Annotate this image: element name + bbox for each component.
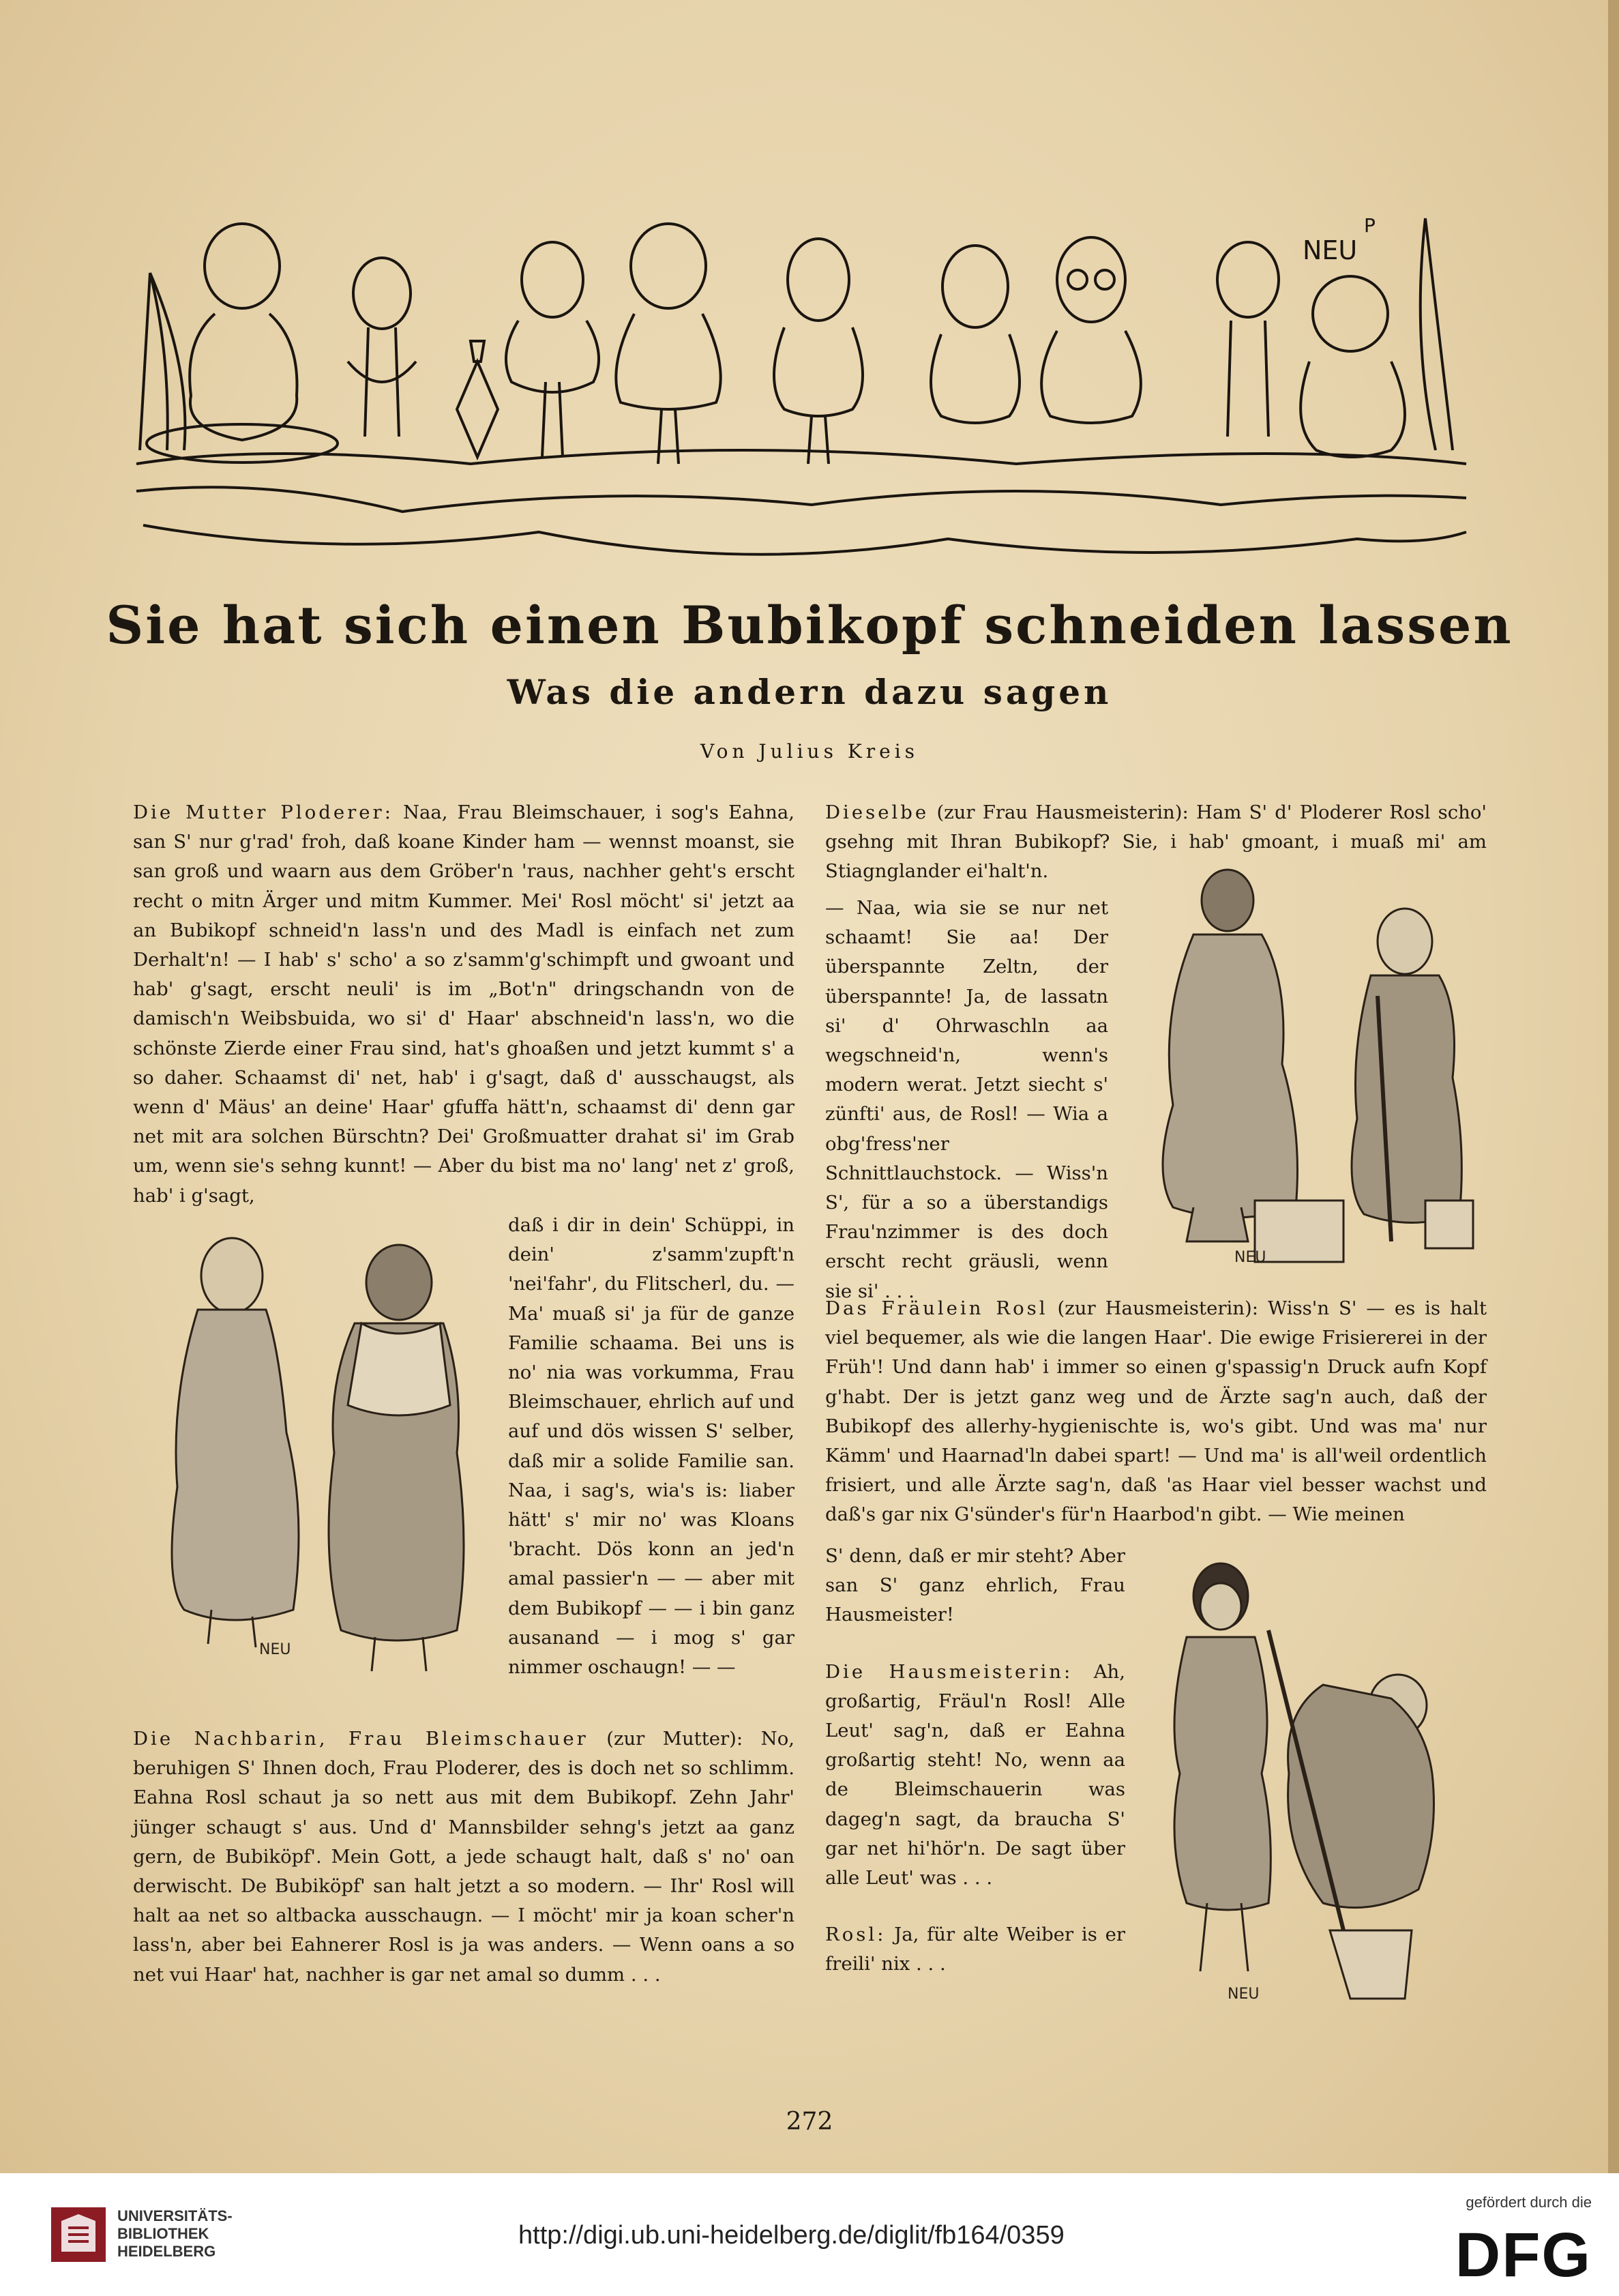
paragraph-text: Naa, Frau Bleimschauer, i sog's Eahna, san S' nur g'rad' froh, daß koane Kinder ham — wennst moanst, sie san groß und waarn aus dem Gröber'n 'raus, nachher geht's erscht recht o mitn Ärger und mitm Kummer. Mei' Rosl möcht' si' jetzt aa an Bubikopf schneid'n lass'n und des Madl is einfach net zum Derhalt'n! — I hab' s' scho' a so z'samm'g'schimpft und gwoant und hab' g'sagt, erscht neuli' is im „Bot'n" dringschandn von de damisch'n Weibsbuida, wo si' d' Haar' abschneid'n lass'n, wo die schönste Zierde einer Frau sind, hat's ghoaßen und jetzt kummt s' a so daher. Schaamst di' net, hab' i g'sagt, daß d' ausschaugst, als wenn d' Mäus' an deine' Haar' gfuffa hätt'n, schaamst di' denn gar net mit ara solchen Bürschtn? Dei' Großmuatter drahat si' im Grab um, wenn sie's sehng kunnt! — Aber du bist ma no' lang' net z' groß, hab' i g'sagt, [133,801,794,1207]
paragraph-text: (zur Hausmeisterin): Wiss'n S' — es is halt viel bequemer, als wie die langen Haar'. Die ewige Frisiererei in der Früh'! Und dann hab' i immer so einen g'spassig'n Druck aufn Kopf g'habt. Der is jetzt ganz weg und de Ärzte sag'n auch, daß der Bubikopf des allerhy-hygienischte is, wo's gibt. Und was ma' nur Kämm' und Haarnad'ln dabei spart! — Und ma' is all'weil ordentlich frisiert, und alle Ärzte sag'n, daß 'as Haar viel besser wachst und daß's gar nix G'sünder's für'n Haarbod'n gibt. — Wie meinen [825,1297,1487,1526]
left-column-bottom [133,1724,794,1990]
right-column-narrow [825,894,1108,1306]
illustration-two-women [136,1228,498,1678]
left-column-top [133,798,794,1211]
article-title: Sie hat sich einen Bubikopf schneiden lassen [106,595,1513,656]
right-column-lower-narrow [825,1542,1125,1979]
university-library-logo [48,2204,109,2265]
paragraph-mutter [133,798,794,1211]
paragraph-text: Ja, für alte Weiber is er freili' nix . . . [825,1924,1125,1975]
speaker-rosl: Das Fräulein Rosl [825,1297,1048,1319]
illustrator-signature: NEU [1303,235,1358,265]
paragraph-rosl-final [825,1920,1125,1979]
paragraph-rosl [825,1294,1487,1530]
illustration-neighbor-and-caretaker [1132,859,1487,1276]
speaker-hausmeisterin: Die Hausmeisterin: [825,1660,1073,1683]
header-illustration-busts [130,205,1480,587]
source-url-link[interactable]: http://digi.ub.uni-heidelberg.de/diglit/fb164/0359 [518,2221,1065,2250]
speaker-nachbarin: Die Nachbarin, Frau Bleimschauer [133,1728,589,1750]
paragraph-text: (zur Mutter): No, beruhigen S' Ihnen doch, Frau Ploderer, des is doch net so schlimm. Eahna Rosl schaut ja so nett aus mit dem Bubikopf. Zehn Jahr' jünger schaugt s' aus. Und d' Mannsbilder sehng's jetzt aa ganz gern, de Bubiköpf'. Mein Gott, a jede schaugt halt, daß s' no' oan derwischt. De Bubiköpf' san halt jetzt a so modern. — Ihr' Rosl will halt aa net so altbacka ausschaugn. — I möcht' mir ja koan scher'n lass'n, aber bei Eahnerer Rosl is ja was anders. — Wenn oans a so net vui Haar' hat, nachher is gar net amal so dumm . . . [133,1728,795,1986]
dfg-logo: DFG [1455,2220,1592,2290]
illustration-rosl-and-hausmeisterin [1146,1548,1487,2012]
paragraph-hausmeisterin [825,1658,1125,1894]
paragraph-dieselbe-continued: — Naa, wia sie se nur net schaamt! Sie aa! Der überspannte Zeltn, der überspannte! Ja, de lassatn si' d' Ohrwaschln aa wegschneid'n, wenn's modern werat. Jetzt siecht s' zünfti' aus, de Rosl! — Wia a obg'fress'ner Schnittlauchstock. — Wiss'n S', für a so a überstandigs Frau'nzimmer is des doch erscht recht gräusli, wenn sie si' . . . [825,897,1108,1302]
left-column-narrow [508,1211,794,1682]
university-name-line-3: HEIDELBERG [117,2243,216,2260]
illustration-signature: NEU [259,1641,291,1658]
paragraph-nachbarin [133,1724,794,1990]
paragraph-mutter-continued: daß i dir in dein' Schüppi, in dein' z'samm'zupft'n 'nei'fahr', du Flitscherl, du. — Ma' muaß si' ja für de ganze Familie schaama. Bei uns is no' nia was vorkumma, Frau Bleimschauer, ehrlich auf und auf und dös wissen S' selber, daß mir a solide Familie san. Naa, i sag's, wia's is: liaber hätt' s' mir no' was Kloans 'bracht. Dös konn an jed'n amal passier'n — — aber mit dem Bubikopf — — i bin ganz ausanand — i mog s' gar nimmer oschaugn! — — [508,1214,794,1679]
university-name-line-2: BIBLIOTHEK [117,2225,209,2242]
article-subtitle: Was die andern dazu sagen [507,672,1112,712]
illustrator-signature-mark: P [1364,214,1376,237]
university-name-line-1: UNIVERSITÄTS- [117,2207,233,2224]
article-byline: Von Julius Kreis [700,740,919,763]
illustration-signature: NEU [1228,1986,1260,2003]
right-column-middle [825,1294,1487,1530]
speaker-dieselbe: Dieselbe [825,801,930,823]
illustration-signature: NEU [1234,1249,1266,1266]
speaker-rosl-final: Rosl: [825,1924,887,1946]
digitization-footer [0,2173,1619,2296]
page-number: 272 [786,2108,833,2136]
funding-caption: gefördert durch die [1466,2194,1592,2211]
university-library-name [117,2207,233,2261]
speaker-mutter: Die Mutter Ploderer: [133,801,393,823]
paragraph-text: Ah, großartig, Fräul'n Rosl! Alle Leut' sag'n, daß er Eahna großartig steht! No, wenn aa de Bleimschauerin was dageg'n sagt, da braucha S' gar net hi'hör'n. De sagt über alle Leut' was . . . [825,1660,1125,1889]
paragraph-text: (zur Frau Hausmeisterin): Ham S' d' Ploderer Rosl scho' gsehng mit Ihran Bubikopf? Sie, i hab' gmoant, i muaß mi' am Stiagnglander ei'halt'n. [825,801,1487,883]
paragraph-rosl-continued: S' denn, daß er mir steht? Aber san S' ganz ehrlich, Frau Hausmeister! [825,1545,1125,1626]
